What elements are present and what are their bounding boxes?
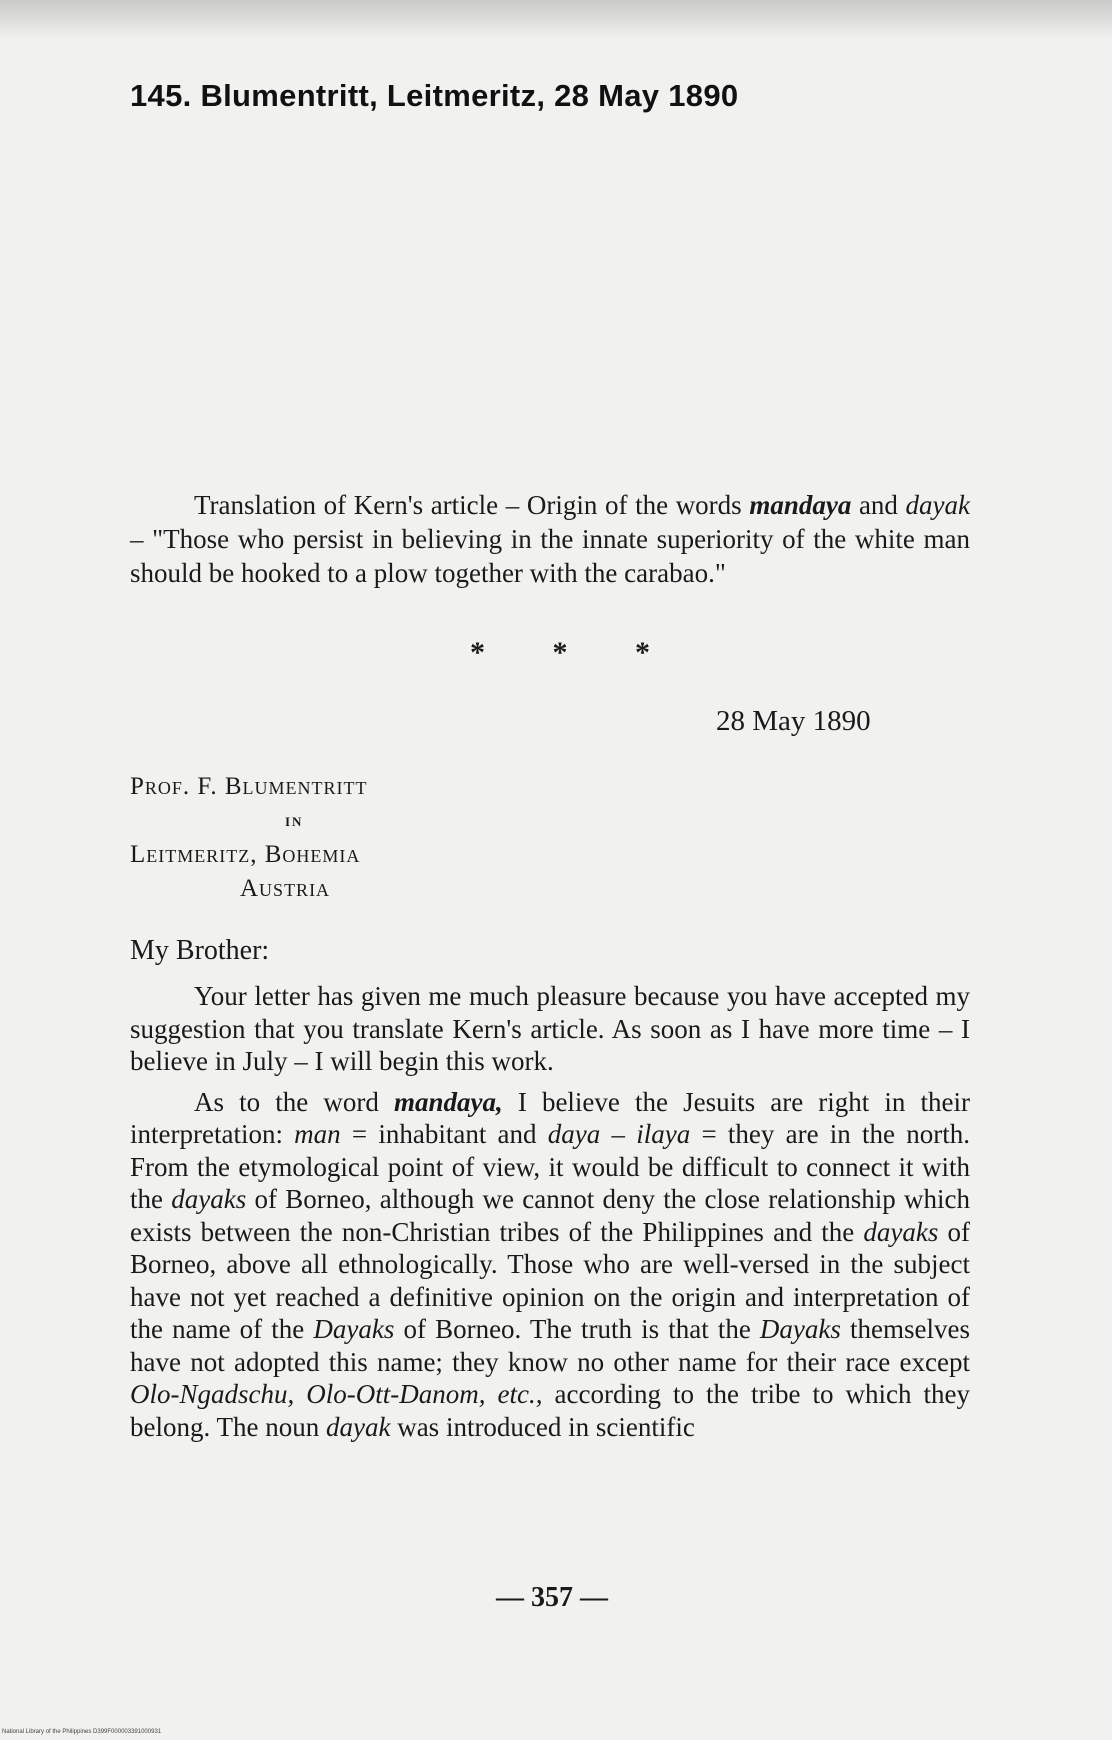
footer-credit: National Library of the Philippines D399F000003391000931 (2, 1729, 162, 1735)
term-dayaks: dayaks (863, 1216, 939, 1247)
body-text: of Borneo. The truth is that the (394, 1314, 760, 1344)
term-dayaks: dayaks (171, 1184, 247, 1214)
term-daya-ilaya: daya – ilaya (547, 1119, 691, 1149)
term-dayaks: Dayaks (313, 1314, 395, 1344)
body-text: was introduced in scientific (390, 1411, 695, 1442)
salutation: My Brother: (130, 935, 270, 966)
body-text: of Borneo, although we cannot deny the close relationship which exists between the non-Christian tribes of the Philippines and the (130, 1184, 970, 1247)
letter-date: 28 May 1890 (716, 705, 871, 737)
term-dayaks: Dayaks (759, 1314, 841, 1344)
page-number: — 357 — (496, 1582, 608, 1613)
recipient-address (130, 770, 367, 906)
section-separator-stars: * * * (470, 636, 680, 669)
letter-body (130, 980, 970, 1451)
address-line-city: Leitmeritz, Bohemia (130, 841, 361, 868)
body-text: = inhabitant and (340, 1119, 548, 1149)
summary-text: and (851, 490, 906, 520)
letter-heading: 145. Blumentritt, Leitmeritz, 28 May 1890 (130, 78, 739, 113)
summary-text: Translation of Kern's article – Origin of the words (194, 490, 750, 520)
letter-summary (130, 488, 970, 590)
body-text: themselves have not adopted this name; they know no other name for their race except (130, 1314, 970, 1377)
body-text: of Borneo, above all ethnologically. Those who are well-versed in the subject have not yet reached a definitive opinion on the origin and interpretation of the name of the (130, 1216, 970, 1344)
body-text: according to the tribe to which they belong. The noun (130, 1379, 970, 1442)
body-paragraph-2 (130, 1086, 970, 1444)
body-text: = they are in the north. From the etymological point of view, it would be difficult to connect it with the (130, 1119, 970, 1214)
term-mandaya: mandaya, (393, 1086, 503, 1117)
address-line-in: in (285, 810, 304, 831)
summary-term-mandaya: mandaya (749, 490, 852, 520)
term-dayak: dayak (325, 1411, 391, 1442)
body-text: I believe the Jesuits are right in their interpretation: (130, 1086, 971, 1149)
term-man: man (294, 1119, 341, 1149)
summary-term-dayak: dayak (905, 490, 971, 520)
term-tribe-names: Olo-Ngadschu, Olo-Ott-Danom, etc., (130, 1379, 543, 1409)
body-text: As to the word (194, 1086, 394, 1117)
body-paragraph-1: Your letter has given me much pleasure because you have accepted my suggestion that you translate Kern's article. As soon as I have more time – I believe in July – I will begin this work. (130, 981, 970, 1076)
address-line-country: Austria (240, 875, 331, 902)
address-line-name: Prof. F. Blumentritt (130, 773, 368, 800)
summary-text: – "Those who persist in believing in the innate superiority of the white man should be hooked to a plow together with the carabao." (130, 524, 970, 588)
page-top-shadow (0, 0, 1112, 40)
